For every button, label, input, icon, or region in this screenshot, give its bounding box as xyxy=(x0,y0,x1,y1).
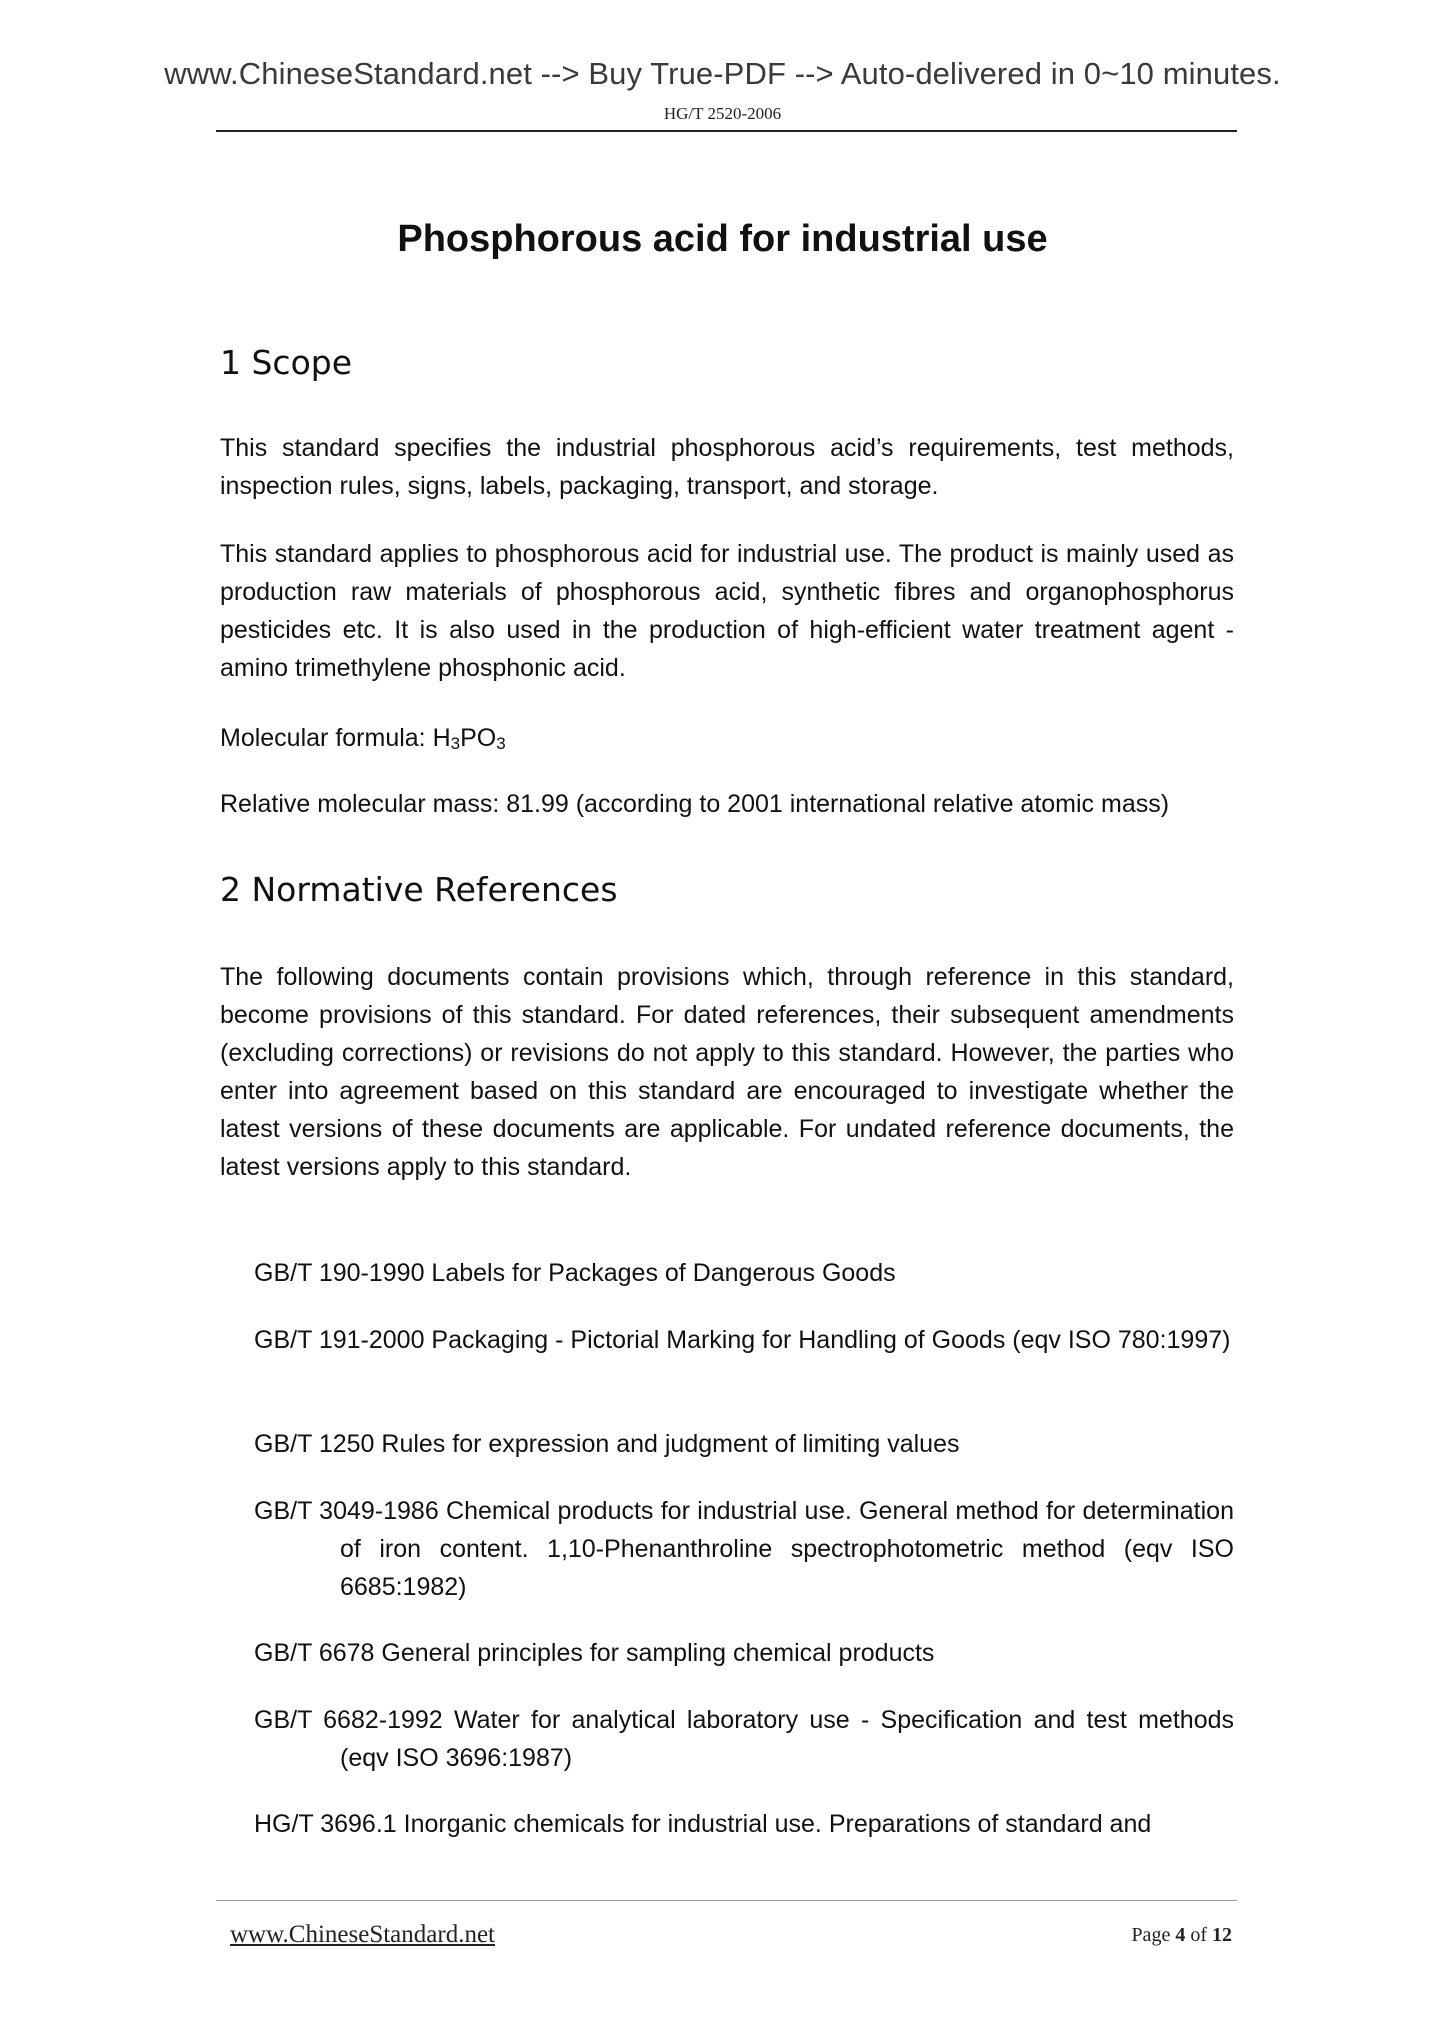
reference-item: GB/T 1250 Rules for expression and judgment of limiting values xyxy=(254,1430,960,1458)
standard-code: HG/T 2520-2006 xyxy=(663,104,782,123)
molecular-formula xyxy=(220,719,1234,763)
reference-item: HG/T 3696.1 Inorganic chemicals for industrial use. Preparations of standard and xyxy=(254,1810,1152,1838)
site-banner: www.ChineseStandard.net --> Buy True-PDF --> Auto-delivered in 0~10 minutes. xyxy=(164,56,1281,91)
molecular-mass: Relative molecular mass: 81.99 (according to 2001 international relative atomic mass) xyxy=(220,790,1170,818)
section-2-heading: 2 Normative References xyxy=(220,870,618,909)
formula-po: PO xyxy=(460,724,497,752)
formula-label: Molecular formula: xyxy=(220,724,433,752)
page-prefix: Page xyxy=(1131,1924,1176,1946)
references-intro: The following documents contain provisions which, through reference in this standard, become provisions of this standard. For dated references, their subsequent amendments (excluding corrections) or revisions do not apply to this standard. However, the parties who enter into agreement based on this standard are encouraged to investigate whether the latest versions of these documents are applicable. For undated reference documents, the latest versions apply to this standard. xyxy=(220,963,1234,1181)
reference-item: GB/T 190-1990 Labels for Packages of Dangerous Goods xyxy=(254,1259,896,1287)
formula-po-subscript: 3 xyxy=(496,734,506,753)
scope-paragraph-2: This standard applies to phosphorous acid for industrial use. The product is mainly used as production raw materials of phosphorous acid, synthetic fibres and organophosphorus pesticides etc. It is also used in the production of high-efficient water treatment agent - amino trimethylene phosphonic acid. xyxy=(220,540,1234,682)
header-divider xyxy=(216,130,1237,132)
footer-divider xyxy=(216,1900,1237,1901)
reference-item: GB/T 3049-1986 Chemical products for industrial use. General method for determination of iron content. 1,10-Phenanthroline spectrophotometric method (eqv ISO 6685:1982) xyxy=(254,1497,1234,1601)
reference-item: GB/T 6682-1992 Water for analytical laboratory use - Specification and test methods (eqv ISO 3696:1987) xyxy=(254,1706,1234,1772)
page-indicator xyxy=(1131,1924,1232,1947)
reference-item: GB/T 191-2000 Packaging - Pictorial Marking for Handling of Goods (eqv ISO 780:1997) xyxy=(254,1326,1231,1354)
scope-paragraph-1: This standard specifies the industrial phosphorous acid’s requirements, test methods, inspection rules, signs, labels, packaging, transport, and storage. xyxy=(220,434,1234,500)
footer-site-link[interactable]: www.ChineseStandard.net xyxy=(230,1921,495,1948)
formula-h-subscript: 3 xyxy=(450,734,461,753)
page-number: 4 xyxy=(1175,1924,1186,1946)
page-total: 12 xyxy=(1212,1924,1232,1946)
formula-h: H xyxy=(432,724,451,752)
document-title: Phosphorous acid for industrial use xyxy=(397,218,1048,260)
page-of: of xyxy=(1185,1924,1212,1946)
reference-item: GB/T 6678 General principles for sampling chemical products xyxy=(254,1639,935,1667)
section-1-heading: 1 Scope xyxy=(220,343,353,382)
